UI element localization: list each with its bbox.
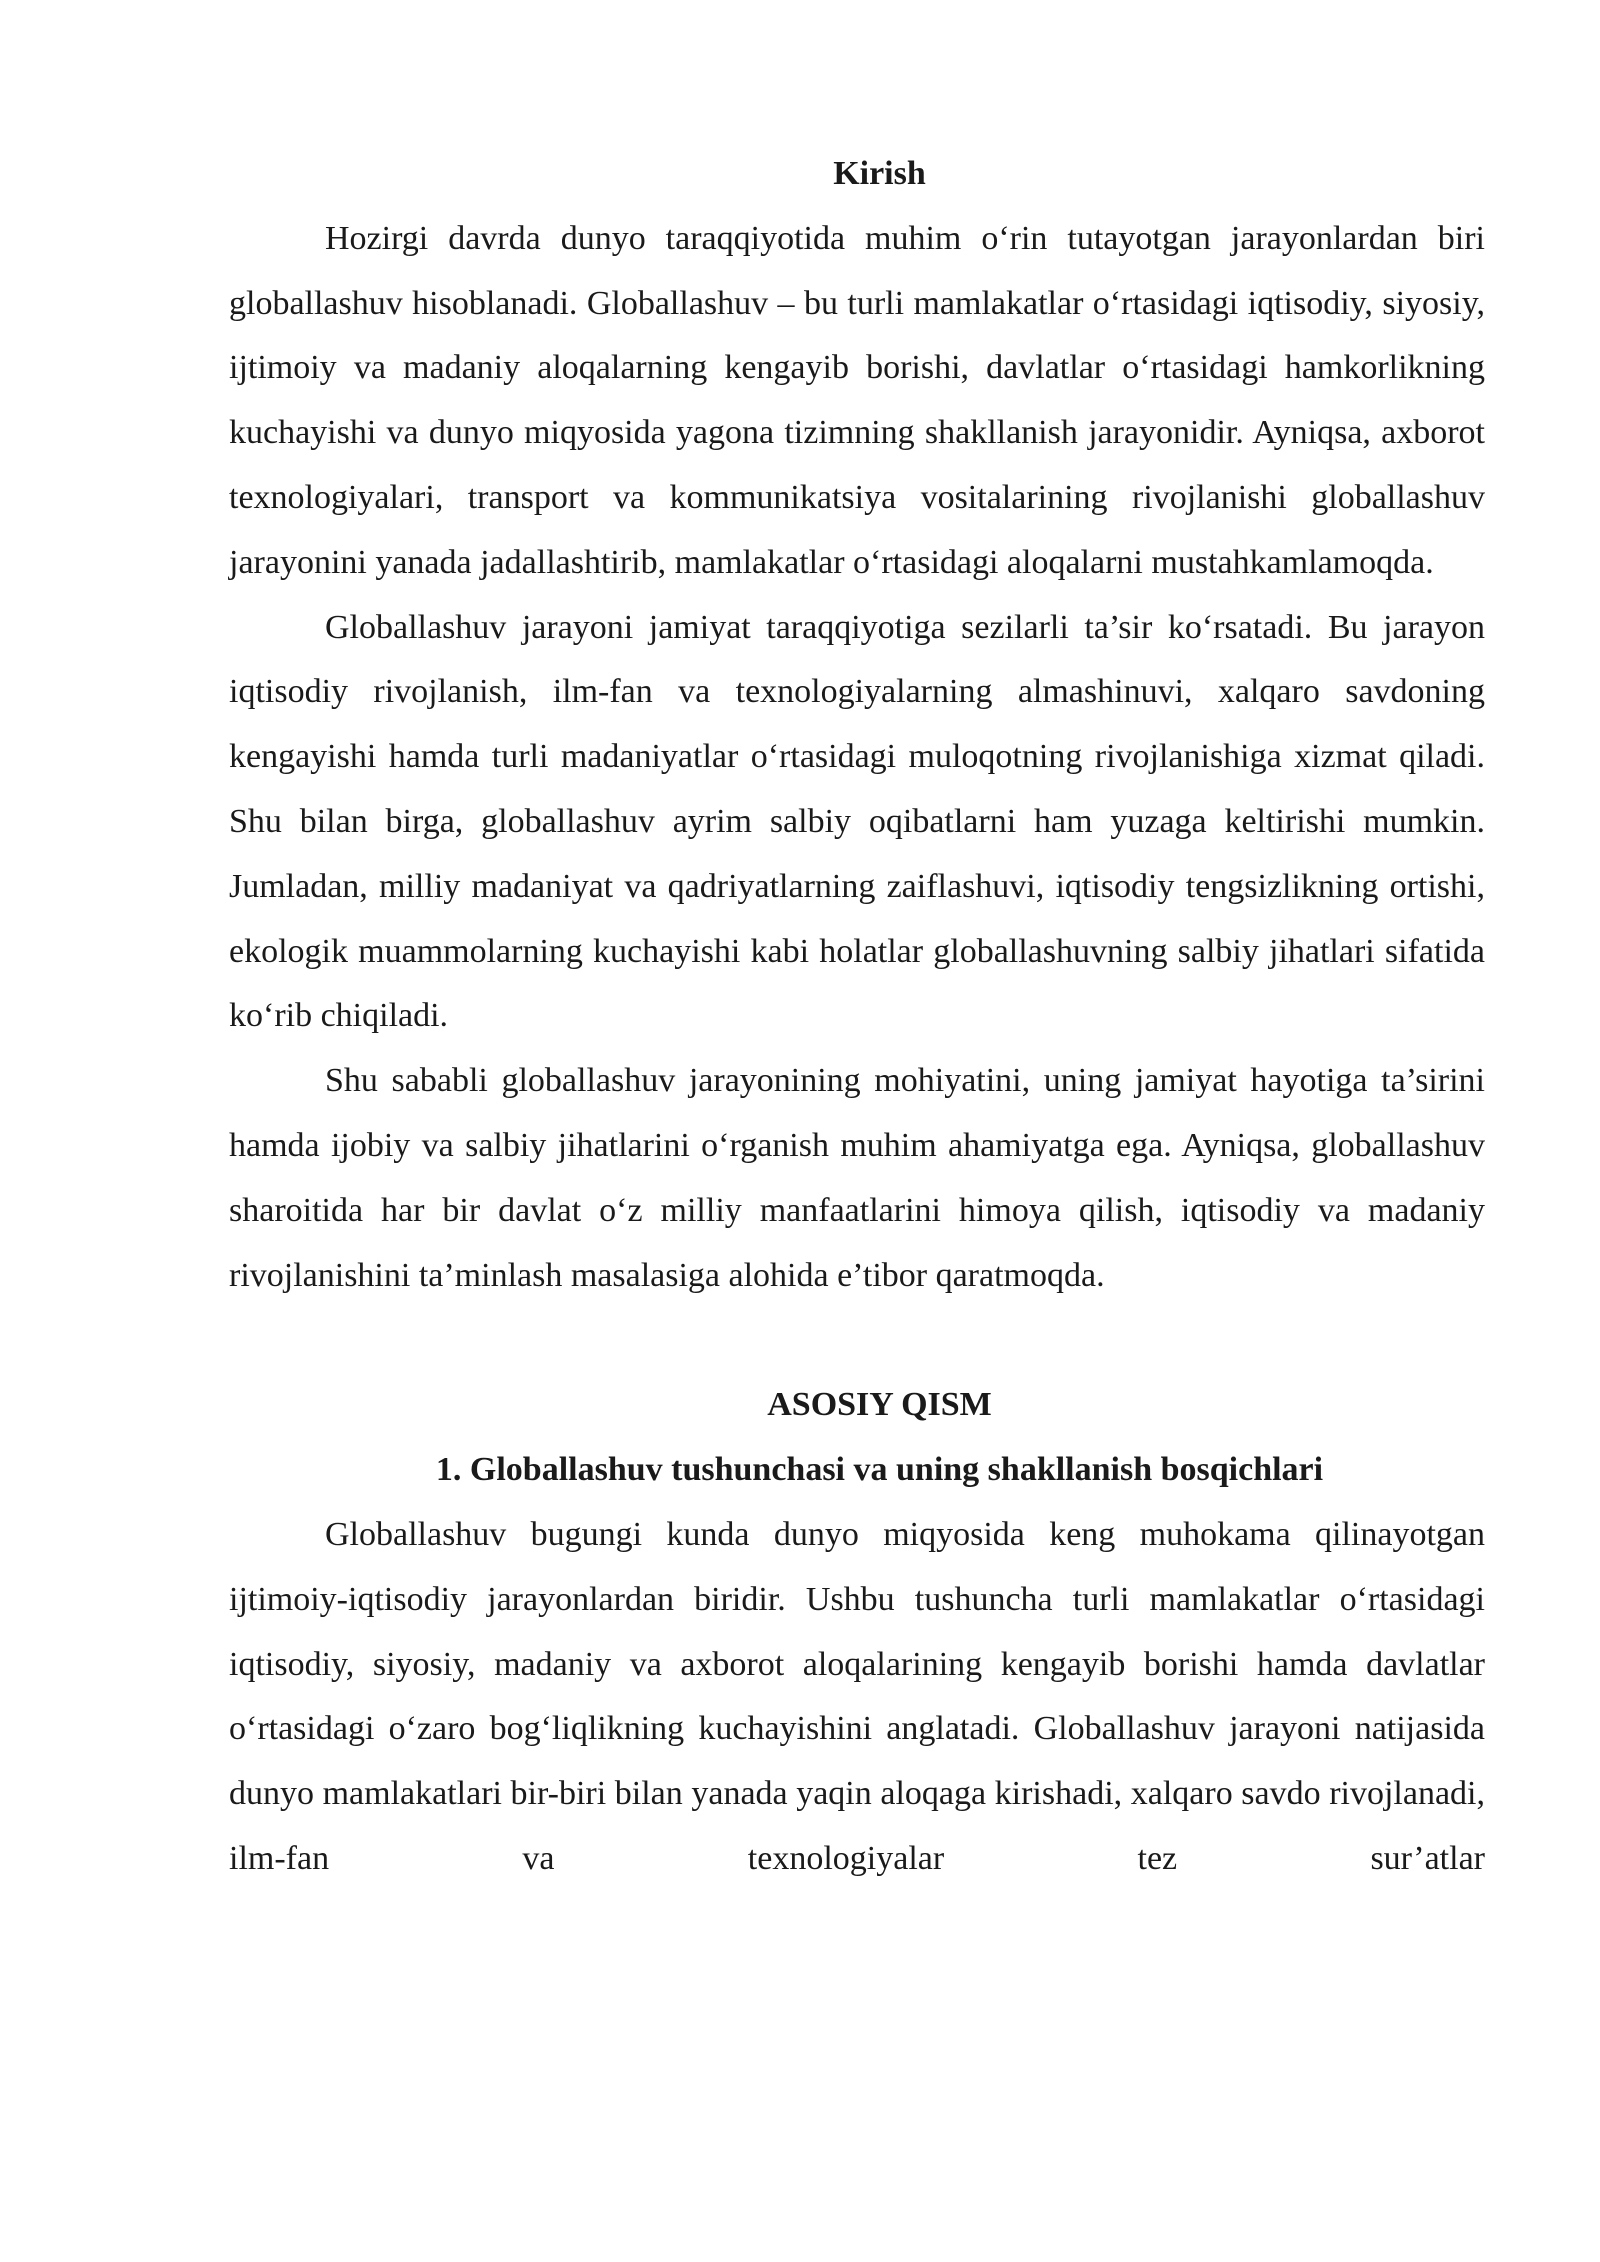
main-section-heading: ASOSIY QISM — [767, 1386, 992, 1424]
intro-heading: Kirish — [833, 155, 926, 192]
document-body — [229, 142, 1485, 1892]
section-paragraph-1: Globallashuv bugungi kunda dunyo miqyosida keng muhokama qilinayotgan ijtimoiy-iqtisodiy jarayonlardan biridir. Ushbu tushuncha turli mamlakatlar o‘rtasidagi iqtisodiy, siyosiy, madaniy va axborot aloqalarining kengayib borishi hamda davlatlar o‘rtasidagi o‘zaro bog‘liqlikning kuchayishini anglatadi. Globallashuv jarayoni natijasida dunyo mamlakatlari bir-biri bilan yanada yaqin aloqaga kirishadi, xalqaro savdo rivojlanadi, ilm-fan va texnologiyalar tez sur’atlar — [229, 1515, 1485, 1877]
subsection-heading: 1. Globallashuv tushunchasi va uning shakllanish bosqichlari — [435, 1451, 1324, 1489]
intro-paragraph-1: Hozirgi davrda dunyo taraqqiyotida muhim o‘rin tutayotgan jarayonlardan biri globallashuv hisoblanadi. Globallashuv – bu turli mamlakatlar o‘rtasidagi iqtisodiy, siyosiy, ijtimoiy va madaniy aloqalarning kengayib borishi, davlatlar o‘rtasidagi hamkorlikning kuchayishi va dunyo miqyosida yagona tizimning shakllanish jarayonidir. Ayniqsa, axborot texnologiyalari, transport va kommunikatsiya vositalarining rivojlanishi globallashuv jarayonini yanada jadallashtirib, mamlakatlar o‘rtasidagi aloqalarni mustahkamlamoqda. — [229, 219, 1485, 581]
intro-paragraph-2: Globallashuv jarayoni jamiyat taraqqiyotiga sezilarli ta’sir ko‘rsatadi. Bu jarayon iqtisodiy rivojlanish, ilm-fan va texnologiyalarning almashinuvi, xalqaro savdoning kengayishi hamda turli madaniyatlar o‘rtasidagi muloqotning rivojlanishiga xizmat qiladi. Shu bilan birga, globallashuv ayrim salbiy oqibatlarni ham yuzaga keltirishi mumkin. Jumladan, milliy madaniyat va qadriyatlarning zaiflashuvi, iqtisodiy tengsizlikning ortishi, ekologik muammolarning kuchayishi kabi holatlar globallashuvning salbiy jihatlari sifatida ko‘rib chiqiladi. — [229, 608, 1485, 1035]
intro-paragraph-3: Shu sababli globallashuv jarayonining mohiyatini, uning jamiyat hayotiga ta’sirini hamda ijobiy va salbiy jihatlarini o‘rganish muhim ahamiyatga ega. Ayniqsa, globallashuv sharoitida har bir davlat o‘z milliy manfaatlarini himoya qilish, iqtisodiy va madaniy rivojlanishini ta’minlash masalasiga alohida e’tibor qaratmoqda. — [229, 1062, 1485, 1294]
